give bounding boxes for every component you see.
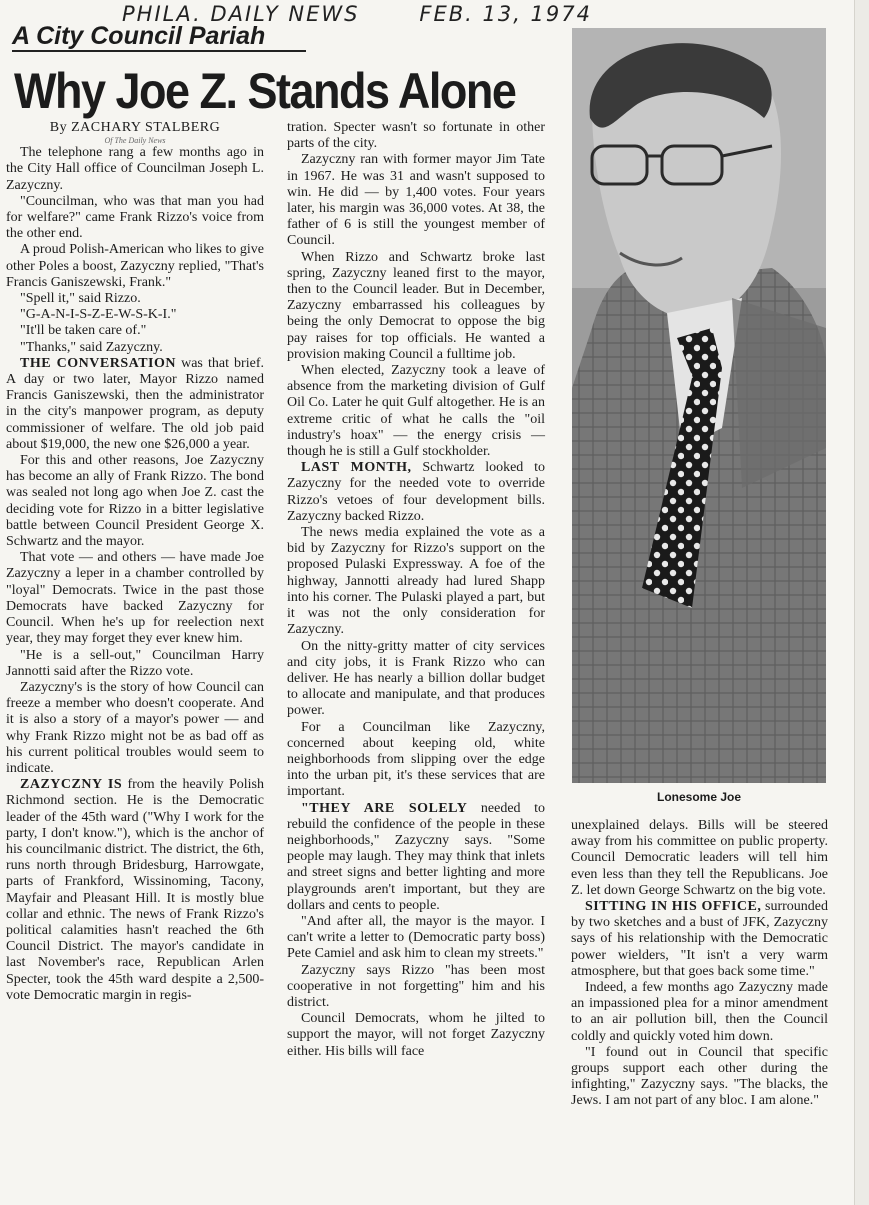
article-paragraph	[571, 980, 828, 1045]
paragraph-lead-in: LAST MONTH,	[301, 460, 412, 476]
annotation-date: FEB. 13, 1974	[419, 2, 592, 26]
article-column-1	[6, 120, 264, 1004]
paragraph-text: Indeed, a few months ago Zazyczny made an impassioned plea for a minor amendment to an air pollution bill, then the Council coldly and quickly voted him down.	[571, 980, 828, 1044]
paragraph-text: For a Councilman like Zazyczny, concerned about keeping old, white neighborhoods from slipping over the edge into the urban pit, it's these services that are important.	[287, 719, 545, 800]
paragraph-text: "G-A-N-I-S-Z-E-W-S-K-I."	[20, 307, 177, 323]
paragraph-text: surrounded by two sketches and a bust of JFK, Zazyczny says of his relationship with the Democratic power wielders, "It isn't a very warm atmosphere, but that goes back some time."	[571, 899, 828, 979]
article-paragraph	[287, 914, 545, 963]
paragraph-text: Council Democrats, whom he jilted to support the mayor, will not forget Zazyczny either. His bills will face	[287, 1011, 545, 1059]
paragraph-text: "Spell it," said Rizzo.	[20, 291, 141, 307]
paragraph-lead-in: THE CONVERSATION	[20, 355, 176, 371]
article-column-3	[571, 818, 828, 1110]
paragraph-text: "Councilman, who was that man you had for welfare?" came Frank Rizzo's voice from the other end.	[6, 193, 264, 242]
article-paragraph	[6, 307, 264, 323]
annotation-source: PHILA. DAILY NEWS	[122, 2, 360, 26]
byline: By ZACHARY STALBERG	[49, 120, 221, 135]
paragraph-text: unexplained delays. Bills will be steered away from his committee on public property. Council Democratic leaders will tell him even less than they tell the Republicans. Joe Z. let down George Schwartz on the big vote.	[571, 818, 828, 898]
column-2-body	[287, 120, 545, 1060]
article-paragraph	[6, 145, 264, 194]
portrait-photo	[572, 28, 826, 783]
paragraph-text: "And after all, the mayor is the mayor. I can't write a letter to (Democratic party boss) Pete Camiel and ask him to clean my streets."	[287, 913, 545, 962]
paragraph-text: Zazyczny says Rizzo "has been most cooperative in not forgetting" him and his district.	[287, 962, 545, 1010]
article-paragraph	[571, 1045, 828, 1110]
article-column-2	[287, 120, 545, 1060]
portrait-illustration	[572, 28, 826, 783]
paragraph-text: "He is a sell-out," Councilman Harry Jannotti said after the Rizzo vote.	[6, 647, 264, 679]
article-paragraph	[6, 453, 264, 550]
article-paragraph	[6, 550, 264, 647]
headline: Why Joe Z. Stands Alone	[14, 62, 516, 120]
paragraph-text: "I found out in Council that specific groups support each other during the infighting," Zazyczny says. "The blacks, the Jews. I am not part of any bloc. I am alone."	[571, 1044, 828, 1109]
paragraph-text: "It'll be taken care of."	[20, 323, 147, 339]
article-paragraph	[287, 1011, 545, 1060]
article-paragraph	[287, 801, 545, 914]
paragraph-text: The news media explained the vote as a bid by Zazyczny for Rizzo's support on the proposed Pulaski Expressway. A foe of the highway, Jannotti already had lured Shapp into his corner. The Pulaski played a part, but it was not the only consideration for Zazyczny.	[287, 525, 545, 638]
paragraph-text: When elected, Zazyczny took a leave of absence from the marketing division of Gulf Oil Co. Later he quit Gulf altogether. He is an extreme critic of what he calls the "oil industry's hoax" — the energy crisis — though he is still a Gulf stockholder.	[287, 363, 545, 460]
paragraph-text: A proud Polish-American who likes to give other Poles a boost, Zazyczny replied, "That's Francis Ganiszewski, Frank."	[6, 242, 264, 290]
paragraph-lead-in: SITTING IN HIS OFFICE,	[585, 899, 762, 915]
photo-caption: Lonesome Joe	[656, 790, 742, 804]
article-paragraph	[6, 680, 264, 777]
paragraph-text: For this and other reasons, Joe Zazyczny has become an ally of Frank Rizzo. The bond was sealed not long ago when Joe Z. cast the deciding vote for Rizzo in a bitter legislative battle between Council President George X. Schwartz and the mayor.	[6, 453, 264, 550]
article-paragraph	[6, 356, 264, 453]
byline-credit: Of The Daily News	[104, 136, 166, 146]
article-paragraph	[6, 340, 264, 356]
paragraph-text: was that brief. A day or two later, Mayor Rizzo named Francis Ganiszewski, then the administrator in the city's manpower program, as deputy commissioner of welfare. The old job paid about $19,000, the new one $26,000 a year.	[6, 355, 264, 452]
article-paragraph	[6, 291, 264, 307]
column-1-body	[6, 145, 264, 1004]
paragraph-text: Schwartz looked to Zazyczny for the needed vote to override Rizzo's vetoes of four development bills. Zazyczny backed Rizzo.	[287, 460, 545, 524]
article-paragraph	[571, 899, 828, 980]
article-paragraph	[287, 250, 545, 363]
article-paragraph	[6, 777, 264, 1004]
article-paragraph	[287, 363, 545, 460]
paragraph-text: Zazyczny ran with former mayor Jim Tate in 1967. He was 31 and wasn't supposed to win. He did — by 1,400 votes. Four years later, his margin was 36,000 votes. At 38, the father of 6 is still the youngest member of Council.	[287, 152, 545, 249]
article-paragraph	[287, 963, 545, 1012]
paragraph-text: tration. Specter wasn't so fortunate in other parts of the city.	[287, 120, 545, 152]
paragraph-lead-in: "THEY ARE SOLELY	[301, 800, 468, 816]
paragraph-text: Zazyczny's is the story of how Council can freeze a member who doesn't cooperate. And it is also a story of a mayor's power — and why Frank Rizzo might not be as bad off as his current political troubles would seem to indicate.	[6, 679, 264, 776]
paragraph-text: When Rizzo and Schwartz broke last spring, Zazyczny leaned first to the mayor, then to the Council leader. But in December, Zazyczny embarrassed his colleagues by being the only Democrat to oppose the big pay raises for top officials. He wanted a provision making Council a fulltime job.	[287, 249, 545, 362]
paragraph-text: "Thanks," said Zazyczny.	[20, 339, 163, 355]
article-paragraph	[571, 818, 828, 899]
paragraph-text: The telephone rang a few months ago in the City Hall office of Councilman Joseph L. Zazyczny.	[6, 145, 264, 193]
column-3-body	[571, 818, 828, 1110]
article-paragraph	[6, 648, 264, 680]
article-paragraph	[287, 120, 545, 152]
article-paragraph	[287, 720, 545, 801]
article-paragraph	[6, 242, 264, 291]
article-paragraph	[287, 525, 545, 638]
paper-edge	[854, 0, 869, 1205]
article-paragraph	[287, 152, 545, 249]
article-paragraph	[6, 194, 264, 243]
paragraph-text: That vote — and others — have made Joe Zazyczny a leper in a chamber controlled by "loyal" Democrats. Twice in the past those Democrats have backed Zazyczny for Council. When he's up for reelection next year, they may forget they ever knew him.	[6, 550, 264, 647]
article-paragraph	[287, 639, 545, 720]
article-paragraph	[6, 323, 264, 339]
paragraph-lead-in: ZAZYCZNY IS	[20, 777, 123, 793]
article-paragraph	[287, 460, 545, 525]
paragraph-text: On the nitty-gritty matter of city services and city jobs, it is Frank Rizzo who can deliver. He has nearly a billion dollar budget to allocate and manipulate, and that produces power.	[287, 638, 545, 719]
paragraph-text: from the heavily Polish Richmond section. He is the Democratic leader of the 45th ward ("Why I work for the party, I don't know."), which is the anchor of his councilmanic district. The district, the 6th, runs north through Bridesburg, Harrowgate, parts of Frankford, Wissinoming, Tacony, Mayfair and Pleasant Hill. It is mostly blue collar and ethnic. The news of Frank Rizzo's political calamities hasn't reached the 6th Council District. The mayor's candidate in last November's race, Republican Arlen Specter, took the 45th ward despite a 2,500-vote Democratic margin in regis-	[6, 777, 265, 1003]
paragraph-text: needed to rebuild the confidence of the people in these neighborhoods," Zazyczny says. "Some people may laugh. They may think that inlets and street signs and better lighting and more playgrounds aren't important, but they are dollars and cents to people.	[287, 800, 546, 913]
kicker: A City Council Pariah	[12, 22, 306, 52]
